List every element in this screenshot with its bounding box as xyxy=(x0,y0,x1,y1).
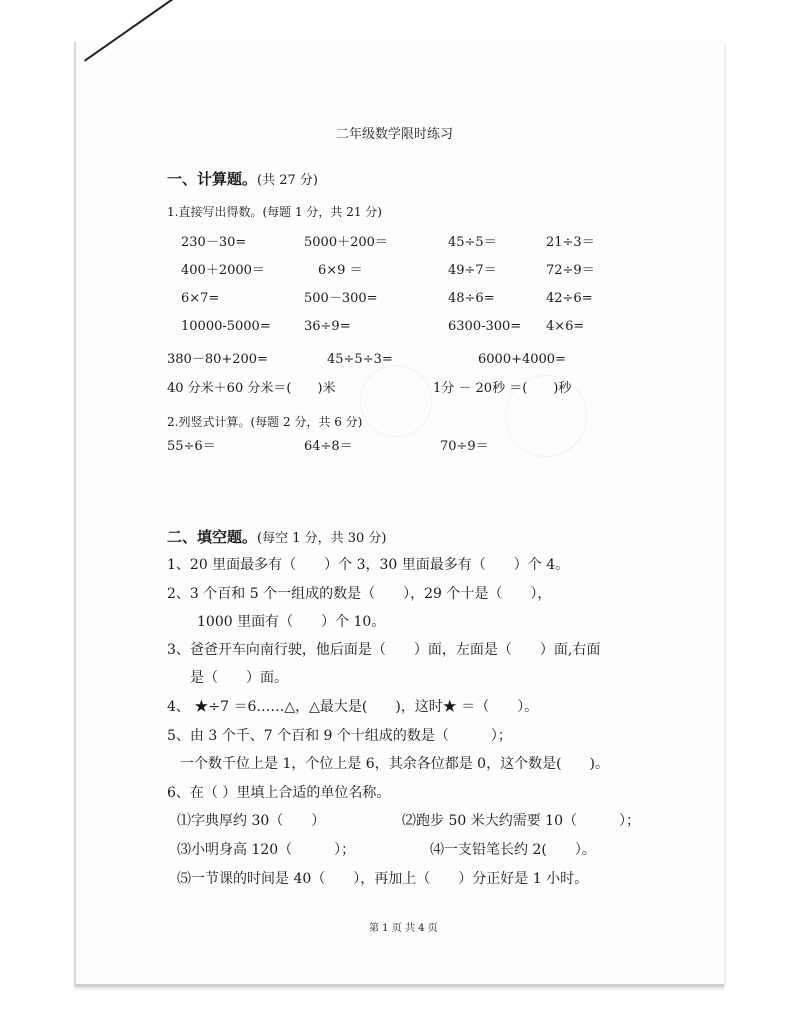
page-footer: 第 1 页 共 4 页 xyxy=(369,923,438,934)
fill-item-2: 2、3 个百和 5 个一组成的数是（ ），29 个十是（ ）， xyxy=(167,586,552,602)
section1-points: (共 27 分) xyxy=(257,173,318,188)
section1-part1-title: 1.直接写出得数。(每题 1 分，共 21 分) xyxy=(167,205,382,219)
problem-2-3: 49÷7＝ xyxy=(448,263,497,278)
problem-5-3: 6000+4000= xyxy=(478,352,566,367)
problem-1-3: 45÷5＝ xyxy=(448,235,497,250)
fill-item-3-cont: 是（ ）面。 xyxy=(190,670,288,686)
problem-2-1: 400＋2000＝ xyxy=(181,263,265,278)
section1-heading xyxy=(167,170,318,190)
fill-item-5-cont: 一个数千位上是 1，个位上是 6，其余各位都是 0，这个数是( )。 xyxy=(180,756,609,772)
problem-1-2: 5000＋200＝ xyxy=(304,235,388,250)
fill-item-4: 4、 ★÷7 ＝6……△，△最大是( )，这时★ ＝（ ）。 xyxy=(167,699,539,715)
fill-item-5: 5、由 3 个千、7 个百和 9 个十组成的数是（ ）； xyxy=(167,728,512,744)
problem-5-2: 45÷5÷3= xyxy=(327,352,393,367)
page-title: 二年级数学限时练习 xyxy=(336,127,454,142)
problem-6-1: 40 分米＋60 分米＝( )米 xyxy=(167,381,336,396)
section2-heading xyxy=(167,528,387,548)
fill-item-6-1: ⑴字典厚约 30（ ） xyxy=(177,813,326,829)
problem-4-4: 4×6= xyxy=(546,319,585,334)
show-through-circle-left xyxy=(360,365,432,437)
problem-1-4: 21÷3＝ xyxy=(546,235,595,250)
problem-3-1: 6×7= xyxy=(181,291,220,306)
vertical-problem-3: 70÷9＝ xyxy=(440,439,489,454)
problem-6-2: 1分 － 20秒 ＝( )秒 xyxy=(433,381,572,396)
fill-item-2-cont: 1000 里面有（ ）个 10。 xyxy=(197,614,386,630)
fill-item-6-3: ⑶小明身高 120（ ）； xyxy=(177,842,356,858)
fill-item-6-2: ⑵跑步 50 米大约需要 10（ ）； xyxy=(402,813,640,829)
problem-4-1: 10000-5000= xyxy=(181,319,271,334)
problem-3-3: 48÷6= xyxy=(448,291,495,306)
vertical-problem-1: 55÷6＝ xyxy=(167,439,216,454)
fill-item-6: 6、在（ ）里填上合适的单位名称。 xyxy=(167,785,391,801)
section1-part2-title: 2.列竖式计算。(每题 2 分，共 6 分) xyxy=(167,415,363,429)
problem-2-2: 6×9 ＝ xyxy=(318,263,363,278)
problem-3-2: 500－300= xyxy=(304,291,378,306)
problem-4-3: 6300-300= xyxy=(448,319,522,334)
fill-item-6-5: ⑸一节课的时间是 40（ ），再加上（ ）分正好是 1 小时。 xyxy=(177,871,589,887)
fill-item-6-4: ⑷一支铅笔长约 2( ）。 xyxy=(430,842,596,858)
problem-4-2: 36÷9= xyxy=(304,319,351,334)
problem-2-4: 72÷9＝ xyxy=(546,263,595,278)
problem-5-1: 380－80+200= xyxy=(167,352,268,367)
problem-1-1: 230－30= xyxy=(181,235,247,250)
section2-points: (每空 1 分，共 30 分) xyxy=(257,531,387,546)
section1-heading-text: 一、计算题。 xyxy=(167,170,258,188)
fill-item-3: 3、爸爸开车向南行驶，他后面是（ ）面，左面是（ ）面,右面 xyxy=(167,642,601,658)
fill-item-1: 1、20 里面最多有（ ）个 3，30 里面最多有（ ）个 4。 xyxy=(167,557,570,573)
problem-3-4: 42÷6= xyxy=(546,291,593,306)
section2-heading-text: 二、填空题。 xyxy=(167,528,258,546)
vertical-problem-2: 64÷8＝ xyxy=(304,439,353,454)
